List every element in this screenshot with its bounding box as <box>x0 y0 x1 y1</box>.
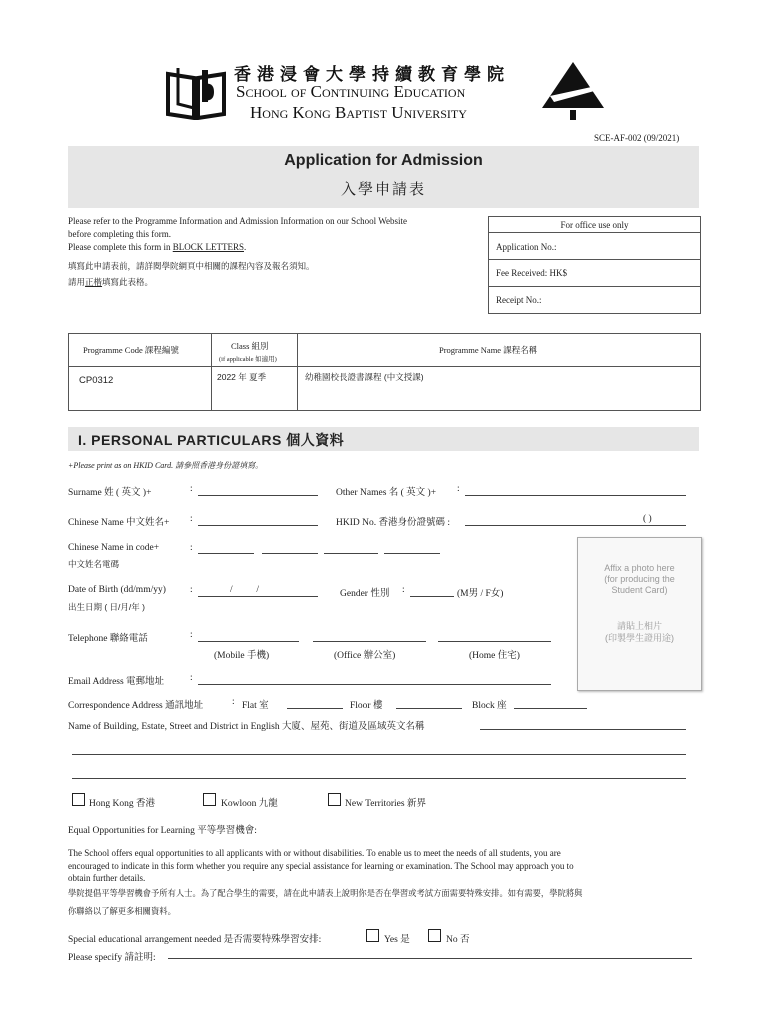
dob-field[interactable] <box>198 596 318 597</box>
office-use-heading: For office use only <box>560 220 629 230</box>
photo-instruction-en3: Student Card) <box>611 585 668 595</box>
office-tel-label: (Office 辦公室) <box>334 651 396 661</box>
email-label: Email Address 電郵地址 <box>68 677 165 687</box>
chinese-name-field[interactable] <box>198 525 318 526</box>
equal-ops-text-zh1: 學院提倡平等學習機會予所有人士。為了配合學生的需要，請在此申請表上說明你是否在學習或考試方面需要特殊安排。如有需要，學院將與 <box>68 888 583 898</box>
equal-ops-text-zh2: 你聯絡以了解更多相關資料。 <box>68 906 176 916</box>
hong-kong-label: Hong Kong 香港 <box>89 799 155 809</box>
building-field-3[interactable] <box>72 778 686 779</box>
hkid-label: HKID No. 香港身份證號碼 : <box>336 518 450 528</box>
kowloon-label: Kowloon 九龍 <box>221 799 278 809</box>
address-label: Correspondence Address 通訊地址 <box>68 701 204 711</box>
school-chinese-name: 香港浸會大學持續教育學院 <box>234 65 510 85</box>
special-arrangement-label: Special educational arrangement needed 是否需要特殊學習安排: <box>68 935 322 945</box>
section-heading: I. PERSONAL PARTICULARS 個人資料 <box>78 432 345 448</box>
mobile-label: (Mobile 手機) <box>214 651 270 661</box>
dob-label: Date of Birth (dd/mm/yy) <box>68 585 166 595</box>
school-english-name-line2: Hong Kong Baptist University <box>250 103 467 122</box>
photo-instruction-zh1: 請貼上相片 <box>616 621 662 631</box>
programme-name-header: Programme Name 課程名稱 <box>439 345 538 355</box>
university-logo <box>540 60 606 122</box>
class-subheader: (if applicable 如適用) <box>219 356 277 363</box>
name-code-label-zh: 中文姓名電碼 <box>68 559 120 569</box>
dob-separators: / / <box>230 585 260 595</box>
special-no-label: No 否 <box>446 935 470 945</box>
gender-field[interactable] <box>410 596 454 597</box>
equal-ops-heading: Equal Opportunities for Learning 平等學習機會: <box>68 826 257 836</box>
hkid-note: +Please print as on HKID Card. 請參照香港身份證填寫。 <box>68 461 264 470</box>
gender-label: Gender 性別 <box>340 589 390 599</box>
email-field[interactable] <box>198 684 551 685</box>
instruction-line1: Please refer to the Programme Information and Admission Information on our School Website <box>68 216 408 226</box>
mobile-field[interactable] <box>198 641 299 642</box>
name-code-field-2[interactable] <box>262 553 318 554</box>
building-field-2[interactable] <box>72 754 686 755</box>
fee-received-field[interactable]: Fee Received: HK$ <box>496 268 567 278</box>
school-english-name-line1: School of Continuing Education <box>236 82 466 101</box>
home-tel-field[interactable] <box>438 641 551 642</box>
instruction-zh1: 填寫此申請表前，請詳閱學院網頁中相關的課程內容及報名須知。 <box>68 261 315 271</box>
gender-options: (M男 / F女) <box>457 589 504 599</box>
equal-ops-text-1: The School offers equal opportunities to all applicants with or without disabilities. To enable us to meet the needs of all students, you are <box>68 848 561 858</box>
block-label: Block 座 <box>472 701 507 711</box>
class-value[interactable]: 2022 年 夏季 <box>217 372 267 382</box>
surname-label: Surname 姓 ( 英文 )+ <box>68 488 152 498</box>
name-code-field-3[interactable] <box>324 553 378 554</box>
floor-label: Floor 樓 <box>350 701 383 711</box>
block-field[interactable] <box>514 708 587 709</box>
form-title-chinese: 入學申請表 <box>340 181 426 198</box>
photo-instruction-en1: Affix a photo here <box>604 563 675 573</box>
form-title-english: Application for Admission <box>284 152 483 169</box>
name-code-label: Chinese Name in code+ <box>68 543 160 553</box>
photo-instruction-zh2: (印製學生證用途) <box>605 633 674 643</box>
kowloon-checkbox[interactable] <box>203 793 216 806</box>
instruction-line3: Please complete this form in BLOCK LETTERS. <box>68 242 247 252</box>
photo-box[interactable] <box>577 537 702 691</box>
special-yes-checkbox[interactable] <box>366 929 379 942</box>
dob-label-zh: 出生日期 ( 日/月/年 ) <box>68 602 145 612</box>
chinese-name-label: Chinese Name 中文姓名+ <box>68 518 170 528</box>
building-label: Name of Building, Estate, Street and District in English 大廈、屋苑、街道及區域英文名稱 <box>68 722 425 732</box>
form-code: SCE-AF-002 (09/2021) <box>594 133 680 143</box>
triangle-logo-icon <box>540 60 606 122</box>
instruction-line2: before completing this form. <box>68 229 171 239</box>
receipt-no-field[interactable]: Receipt No.: <box>496 295 542 305</box>
other-names-label: Other Names 名 ( 英文 )+ <box>336 488 437 498</box>
application-no-field[interactable]: Application No.: <box>496 242 557 252</box>
special-yes-label: Yes 是 <box>384 935 410 945</box>
specify-label: Please specify 請註明: <box>68 953 156 963</box>
specify-field[interactable] <box>168 958 692 959</box>
programme-code-header: Programme Code 課程編號 <box>83 345 179 355</box>
photo-instruction-en2: (for producing the <box>604 574 675 584</box>
new-territories-checkbox[interactable] <box>328 793 341 806</box>
programme-code-value[interactable]: CP0312 <box>79 375 114 386</box>
surname-field[interactable] <box>198 495 318 496</box>
book-logo-icon <box>166 64 226 120</box>
name-code-field-4[interactable] <box>384 553 440 554</box>
flat-label: Flat 室 <box>242 701 269 711</box>
home-tel-label: (Home 住宅) <box>469 651 520 661</box>
name-code-field-1[interactable] <box>198 553 254 554</box>
new-territories-label: New Territories 新界 <box>345 799 426 809</box>
hkid-check-digit: ( ) <box>643 514 652 524</box>
hong-kong-checkbox[interactable] <box>72 793 85 806</box>
special-no-checkbox[interactable] <box>428 929 441 942</box>
other-names-field[interactable] <box>465 495 686 496</box>
office-use-box <box>488 216 701 314</box>
office-tel-field[interactable] <box>313 641 426 642</box>
floor-field[interactable] <box>396 708 462 709</box>
flat-field[interactable] <box>287 708 343 709</box>
programme-table <box>68 333 701 411</box>
instruction-zh2: 請用正楷填寫此表格。 <box>68 277 154 287</box>
hkid-field[interactable] <box>465 525 686 526</box>
school-logo <box>166 64 226 120</box>
equal-ops-text-2: encouraged to indicate in this form whether you require any special assistance for learning or examination. The School may approach you to <box>68 861 574 871</box>
equal-ops-text-3: obtain further details. <box>68 873 146 883</box>
programme-name-value[interactable]: 幼稚園校長證書課程 (中文授課) <box>305 372 424 382</box>
class-header: Class 組別 <box>231 341 269 351</box>
building-field-1[interactable] <box>480 729 686 730</box>
telephone-label: Telephone 聯絡電話 <box>68 634 148 644</box>
